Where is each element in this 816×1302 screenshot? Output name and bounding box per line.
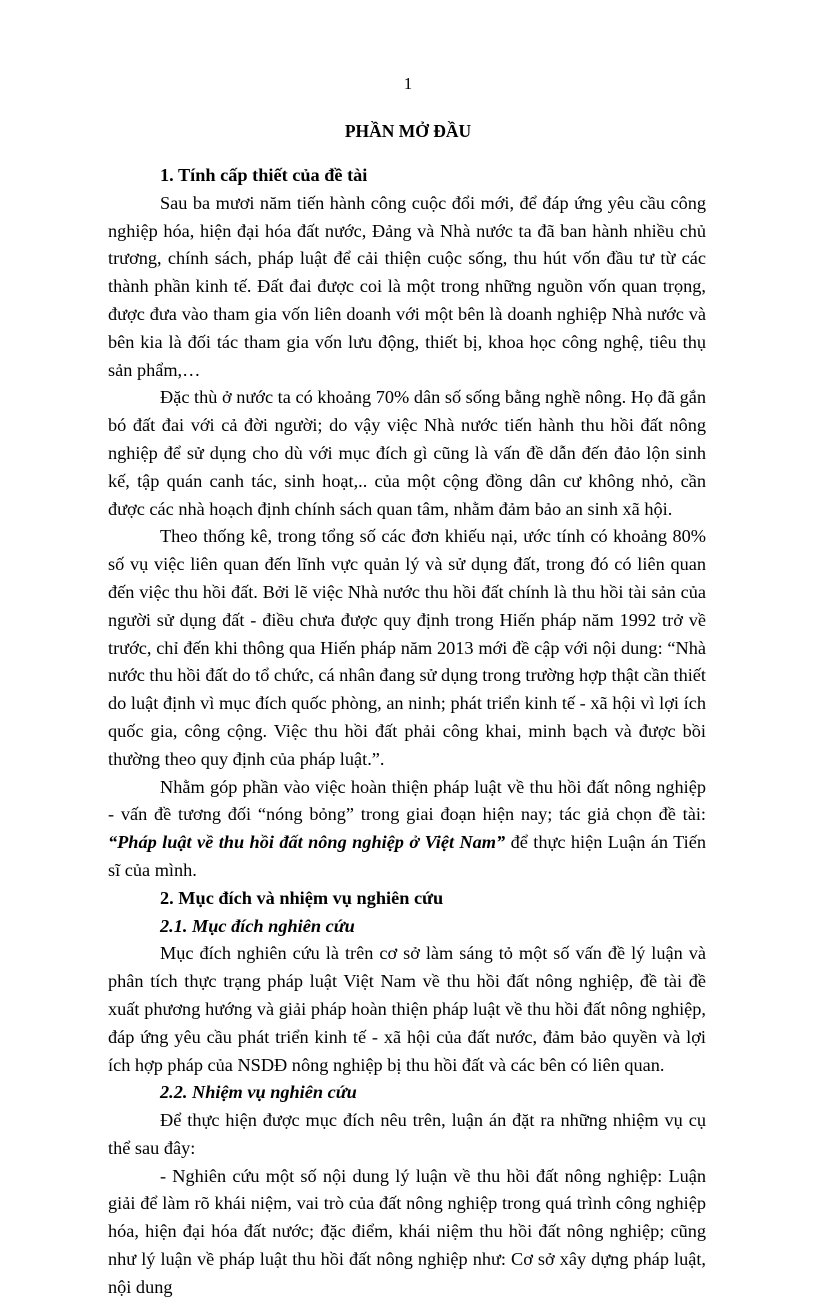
paragraph-6: Để thực hiện được mục đích nêu trên, luận án đặt ra những nhiệm vụ cụ thể sau đây: bbox=[108, 1110, 706, 1158]
subsection-heading-2-1: 2.1. Mục đích nghiên cứu bbox=[160, 915, 355, 936]
page-number: 1 bbox=[403, 74, 413, 93]
paragraph-1: Sau ba mươi năm tiến hành công cuộc đổi mới, để đáp ứng yêu cầu công nghiệp hóa, hiện đại hóa đất nước, Đảng và Nhà nước ta đã ban hành nhiều chủ trương, chính sách, pháp luật để cải thiện cuộc sống, thu hút vốn đầu tư từ các thành phần kinh tế. Đất đai được coi là một trong những nguồn vốn quan trọng, được đưa vào tham gia vốn liên doanh với một bên là doanh nghiệp Nhà nước và bên kia là đối tác tham gia vốn lưu động, thiết bị, khoa học công nghệ, tiêu thụ sản phẩm,… bbox=[108, 192, 706, 380]
document-body bbox=[108, 162, 706, 1302]
page-title: PHẦN MỞ ĐẦU bbox=[344, 121, 472, 141]
section-heading-1: 1. Tính cấp thiết của đề tài bbox=[160, 165, 368, 185]
paragraph-3: Theo thống kê, trong tổng số các đơn khiếu nại, ước tính có khoảng 80% số vụ việc liên quan đến lĩnh vực quản lý và sử dụng đất, trong đó có liên quan đến việc thu hồi đất. Bởi lẽ việc Nhà nước thu hồi đất chính là thu hồi tài sản của người sử dụng đất - điều chưa được quy định trong Hiến pháp năm 1992 trở về trước, chỉ đến khi thông qua Hiến pháp năm 2013 mới đề cập với nội dung: “Nhà nước thu hồi đất do tổ chức, cá nhân đang sử dụng trong trường hợp thật cần thiết do luật định vì mục đích quốc phòng, an ninh; phát triển kinh tế - xã hội vì lợi ích quốc gia, công cộng. Việc thu hồi đất phải công khai, minh bạch và được bồi thường theo quy định của pháp luật.”. bbox=[108, 526, 706, 769]
paragraph-5: Mục đích nghiên cứu là trên cơ sở làm sáng tỏ một số vấn đề lý luận và phân tích thực trạng pháp luật Việt Nam về thu hồi đất nông nghiệp, đề tài đề xuất phương hướng và giải pháp hoàn thiện pháp luật về thu hồi đất nông nghiệp, đáp ứng yêu cầu phát triển kinh tế - xã hội của đất nước, đảm bảo quyền và lợi ích hợp pháp của NSDĐ nông nghiệp bị thu hồi đất và các bên có liên quan. bbox=[108, 943, 706, 1075]
paragraph-4-tail: để thực hiện Luận án Tiến sĩ của mình. bbox=[108, 832, 706, 880]
thesis-title: “Pháp luật về thu hồi đất nông nghiệp ở Việt Nam” bbox=[108, 832, 506, 853]
paragraph-7: - Nghiên cứu một số nội dung lý luận về thu hồi đất nông nghiệp: Luận giải để làm rõ khái niệm, vai trò của đất nông nghiệp trong quá trình công nghiệp hóa, hiện đại hóa đất nước; đặc điểm, khái niệm thu hồi đất nông nghiệp; cũng như lý luận về pháp luật thu hồi đất nông nghiệp như: Cơ sở xây dựng pháp luật, nội dung bbox=[108, 1165, 706, 1297]
section-heading-2: 2. Mục đích và nhiệm vụ nghiên cứu bbox=[160, 887, 444, 908]
paragraph-2: Đặc thù ở nước ta có khoảng 70% dân số sống bằng nghề nông. Họ đã gắn bó đất đai với cả đời người; do vậy việc Nhà nước tiến hành thu hồi đất nông nghiệp để sử dụng cho dù với mục đích gì cũng là vấn đề dẫn đến đảo lộn sinh kế, tập quán canh tác, sinh hoạt,.. của một cộng đồng dân cư không nhỏ, cần được các nhà hoạch định chính sách quan tâm, nhằm đảm bảo an sinh xã hội. bbox=[108, 387, 706, 519]
subsection-heading-2-2: 2.2. Nhiệm vụ nghiên cứu bbox=[160, 1082, 357, 1103]
paragraph-4 bbox=[108, 774, 706, 885]
paragraph-4-text: Nhằm góp phần vào việc hoàn thiện pháp luật về thu hồi đất nông nghiệp - vấn đề tương đối “nóng bỏng” trong giai đoạn hiện nay; tác giả chọn đề tài: bbox=[108, 776, 706, 825]
